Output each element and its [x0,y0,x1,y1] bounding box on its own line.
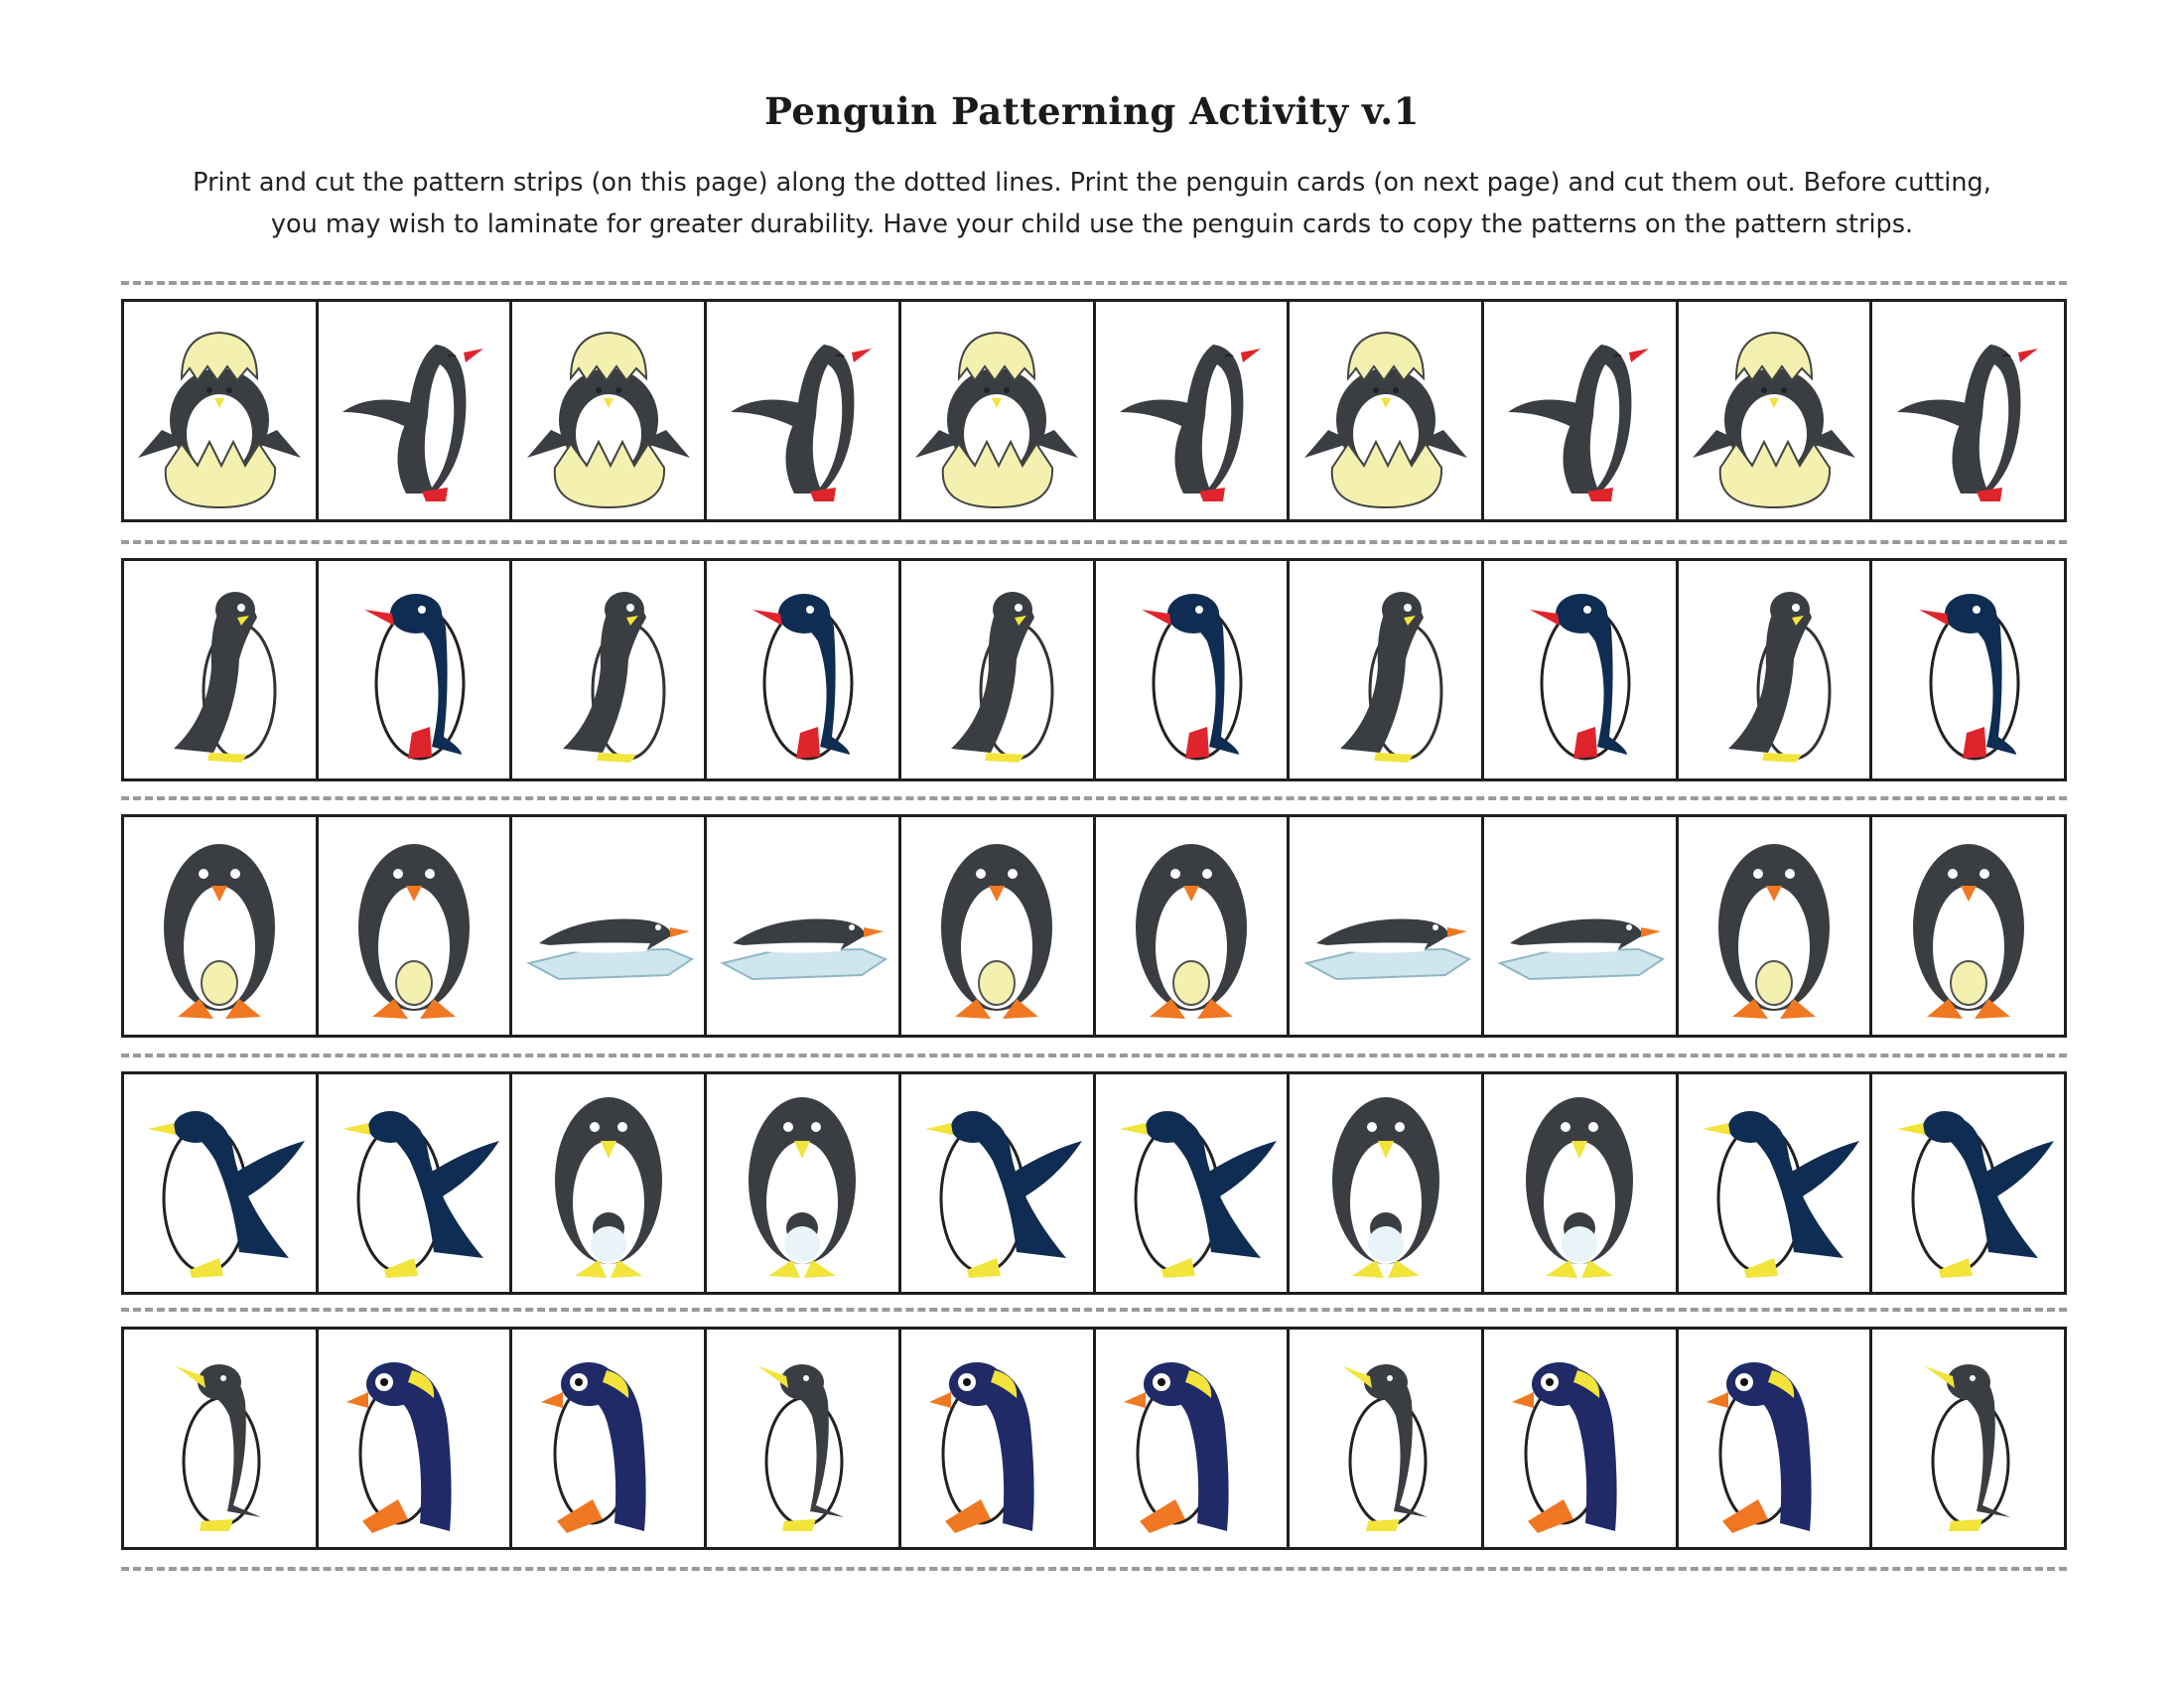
waving-penguin-icon [1879,1081,2058,1285]
sliding-penguin-icon [713,824,891,1028]
pattern-card [901,1330,1096,1547]
indigo-penguin-icon [325,1336,503,1540]
hatchling-icon [907,309,1086,512]
indigo-penguin-icon [1102,1336,1281,1540]
pattern-card [124,817,319,1035]
pattern-card [1096,1074,1291,1292]
pattern-card [1679,1330,1873,1547]
gray-penguin-icon [519,568,698,772]
blue-penguin-icon [1879,568,2058,772]
waving-penguin-icon [907,1081,1086,1285]
pattern-card [1290,1330,1484,1547]
hatchling-icon [1297,309,1475,512]
hatchling-icon [1685,309,1863,512]
pattern-card [707,1074,901,1292]
pattern-card [1096,561,1291,778]
sliding-penguin-icon [519,824,698,1028]
pattern-card [707,1330,901,1547]
pattern-strip-2 [121,558,2067,781]
blue-penguin-icon [713,568,891,772]
hatchling-icon [519,309,698,512]
pattern-strip-4 [121,1071,2067,1295]
pattern-card [319,1330,513,1547]
pattern-card [1679,1074,1873,1292]
flying-penguin-icon [1102,309,1281,512]
pattern-strip-3 [121,814,2067,1038]
parent-chick-penguin-icon [1490,1081,1669,1285]
emperor-penguin-icon [130,1336,309,1540]
gray-penguin-icon [1297,568,1475,772]
parent-chick-penguin-icon [713,1081,891,1285]
egg-penguin-icon [907,824,1086,1028]
pattern-card [901,817,1096,1035]
pattern-card [1484,561,1679,778]
egg-penguin-icon [1102,824,1281,1028]
cut-line [121,1308,2067,1312]
gray-penguin-icon [1685,568,1863,772]
pattern-card [707,302,901,519]
emperor-penguin-icon [1297,1336,1475,1540]
blue-penguin-icon [1102,568,1281,772]
pattern-card [1096,1330,1291,1547]
pattern-card [512,1330,707,1547]
pattern-card [1290,561,1484,778]
parent-chick-penguin-icon [1297,1081,1475,1285]
gray-penguin-icon [130,568,309,772]
parent-chick-penguin-icon [519,1081,698,1285]
indigo-penguin-icon [519,1336,698,1540]
cut-line [121,1567,2067,1571]
pattern-card [1484,1330,1679,1547]
pattern-strip-1 [121,299,2067,522]
pattern-card [512,817,707,1035]
egg-penguin-icon [130,824,309,1028]
pattern-card [707,817,901,1035]
pattern-card [319,817,513,1035]
pattern-card [1872,1330,2064,1547]
blue-penguin-icon [1490,568,1669,772]
pattern-card [512,1074,707,1292]
pattern-card [901,1074,1096,1292]
pattern-card [319,302,513,519]
pattern-card [124,302,319,519]
pattern-card [1096,302,1291,519]
pattern-card [1290,302,1484,519]
cut-line [121,540,2067,544]
waving-penguin-icon [1685,1081,1863,1285]
cut-line [121,1054,2067,1057]
flying-penguin-icon [1879,309,2058,512]
emperor-penguin-icon [713,1336,891,1540]
pattern-card [1290,817,1484,1035]
blue-penguin-icon [325,568,503,772]
emperor-penguin-icon [1879,1336,2058,1540]
waving-penguin-icon [325,1081,503,1285]
hatchling-icon [130,309,309,512]
pattern-card [512,561,707,778]
pattern-card [1872,302,2064,519]
page-title: Penguin Patterning Activity v.1 [764,89,1420,133]
sliding-penguin-icon [1297,824,1475,1028]
waving-penguin-icon [1102,1081,1281,1285]
sliding-penguin-icon [1490,824,1669,1028]
pattern-card [1872,561,2064,778]
pattern-card [1872,817,2064,1035]
indigo-penguin-icon [907,1336,1086,1540]
gray-penguin-icon [907,568,1086,772]
pattern-card [1096,817,1291,1035]
cut-line [121,281,2067,285]
pattern-card [124,1074,319,1292]
pattern-card [1872,1074,2064,1292]
pattern-card [1679,302,1873,519]
pattern-card [512,302,707,519]
indigo-penguin-icon [1490,1336,1669,1540]
pattern-card [124,561,319,778]
pattern-card [1679,817,1873,1035]
pattern-card [707,561,901,778]
pattern-strip-5 [121,1327,2067,1550]
egg-penguin-icon [1685,824,1863,1028]
pattern-card [124,1330,319,1547]
pattern-card [1484,302,1679,519]
egg-penguin-icon [1879,824,2058,1028]
pattern-card [1484,817,1679,1035]
cut-line [121,796,2067,800]
pattern-card [901,302,1096,519]
pattern-card [901,561,1096,778]
flying-penguin-icon [325,309,503,512]
instructions-line-1: Print and cut the pattern strips (on this page) along the dotted lines. Print the penguin cards (on next page) and cut them out. Before cutting, [193,168,1991,198]
flying-penguin-icon [1490,309,1669,512]
egg-penguin-icon [325,824,503,1028]
flying-penguin-icon [713,309,891,512]
pattern-card [1679,561,1873,778]
pattern-card [1484,1074,1679,1292]
waving-penguin-icon [130,1081,309,1285]
pattern-card [319,1074,513,1292]
pattern-card [319,561,513,778]
pattern-card [1290,1074,1484,1292]
indigo-penguin-icon [1685,1336,1863,1540]
instructions-line-2: you may wish to laminate for greater durability. Have your child use the penguin cards to copy the patterns on the pattern strips. [270,210,1914,239]
